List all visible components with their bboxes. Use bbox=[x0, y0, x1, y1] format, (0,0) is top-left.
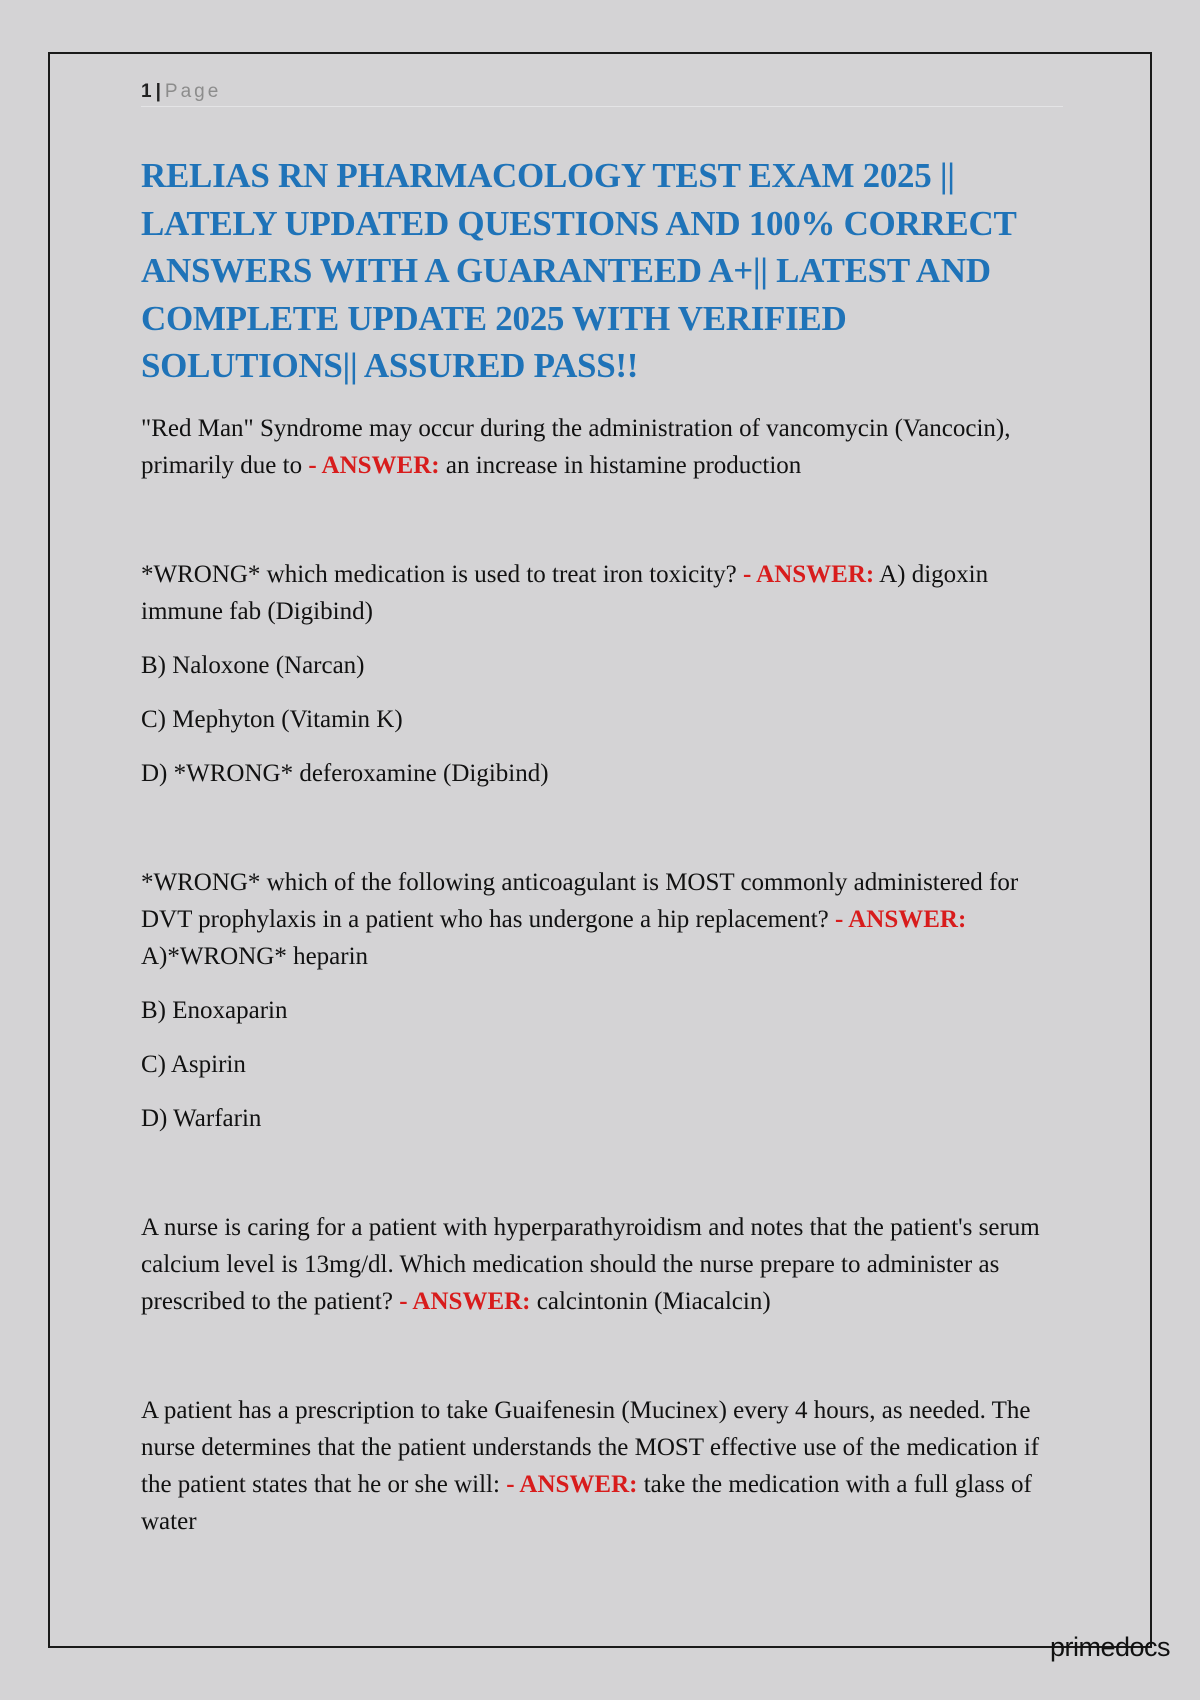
answer-option: C) Aspirin bbox=[141, 1050, 246, 1078]
question-text: A nurse is caring for a patient with hyperparathyroidism and notes that the patient's serum calcium level is 13mg/dl. Which medication should the nurse prepare to administer as prescribed to the patient? bbox=[141, 1213, 1040, 1315]
question-block bbox=[141, 410, 1063, 484]
answer-label: - ANSWER: bbox=[308, 451, 440, 479]
answer-label: - ANSWER: bbox=[742, 560, 875, 588]
answer-text: A) digoxin immune fab (Digibind) bbox=[141, 560, 989, 625]
page-content bbox=[141, 78, 1063, 1540]
answer-label: - ANSWER: bbox=[835, 905, 967, 933]
answer-text: calcintonin (Miacalcin) bbox=[536, 1287, 771, 1315]
answer-option: C) Mephyton (Vitamin K) bbox=[141, 705, 403, 733]
answer-option: D) Warfarin bbox=[141, 1104, 262, 1132]
page-separator: | bbox=[155, 81, 161, 102]
answer-option: D) *WRONG* deferoxamine (Digibind) bbox=[141, 759, 549, 787]
answer-option: B) Naloxone (Narcan) bbox=[141, 651, 365, 679]
question-text: "Red Man" Syndrome may occur during the administration of vancomycin (Vancocin), primarily due to bbox=[141, 414, 1011, 479]
answer-option: B) Enoxaparin bbox=[141, 996, 288, 1024]
question-block bbox=[141, 556, 1063, 792]
question-text-line bbox=[141, 410, 1063, 484]
question-text-line bbox=[141, 556, 1063, 630]
question-text-line bbox=[141, 1209, 1063, 1320]
answer-text: take the medication with a full glass of water bbox=[141, 1470, 1032, 1535]
question-text: A patient has a prescription to take Guaifenesin (Mucinex) every 4 hours, as needed. The nurse determines that the patient understands the MOST effective use of the medication if the patient states that he or she will: bbox=[141, 1396, 1040, 1498]
question-text-line bbox=[141, 864, 1063, 975]
answer-label: - ANSWER: bbox=[506, 1470, 638, 1498]
answer-text: an increase in histamine production bbox=[445, 451, 802, 479]
page-header bbox=[141, 78, 1063, 107]
question-text: *WRONG* which medication is used to treat iron toxicity? bbox=[141, 560, 737, 588]
question-text-line bbox=[141, 1392, 1063, 1540]
answer-text: A)*WRONG* heparin bbox=[141, 942, 369, 970]
answer-label: - ANSWER: bbox=[399, 1287, 531, 1315]
page-number: 1 bbox=[141, 81, 152, 102]
page-label: Page bbox=[164, 81, 222, 102]
watermark-logo: primedocs bbox=[1049, 1632, 1170, 1662]
question-text: *WRONG* which of the following anticoagulant is MOST commonly administered for DVT prophylaxis in a patient who has undergone a hip replacement? bbox=[141, 868, 1019, 933]
question-block bbox=[141, 1209, 1063, 1320]
question-block bbox=[141, 864, 1063, 1137]
document-title: RELIAS RN PHARMACOLOGY TEST EXAM 2025 || LATELY UPDATED QUESTIONS AND 100% CORRECT ANSWERS WITH A GUARANTEED A+|| LATEST AND COMPLETE UPDATE 2025 WITH VERIFIED SOLUTIONS|| ASSURED PASS!! bbox=[141, 156, 1016, 385]
question-block bbox=[141, 1392, 1063, 1540]
